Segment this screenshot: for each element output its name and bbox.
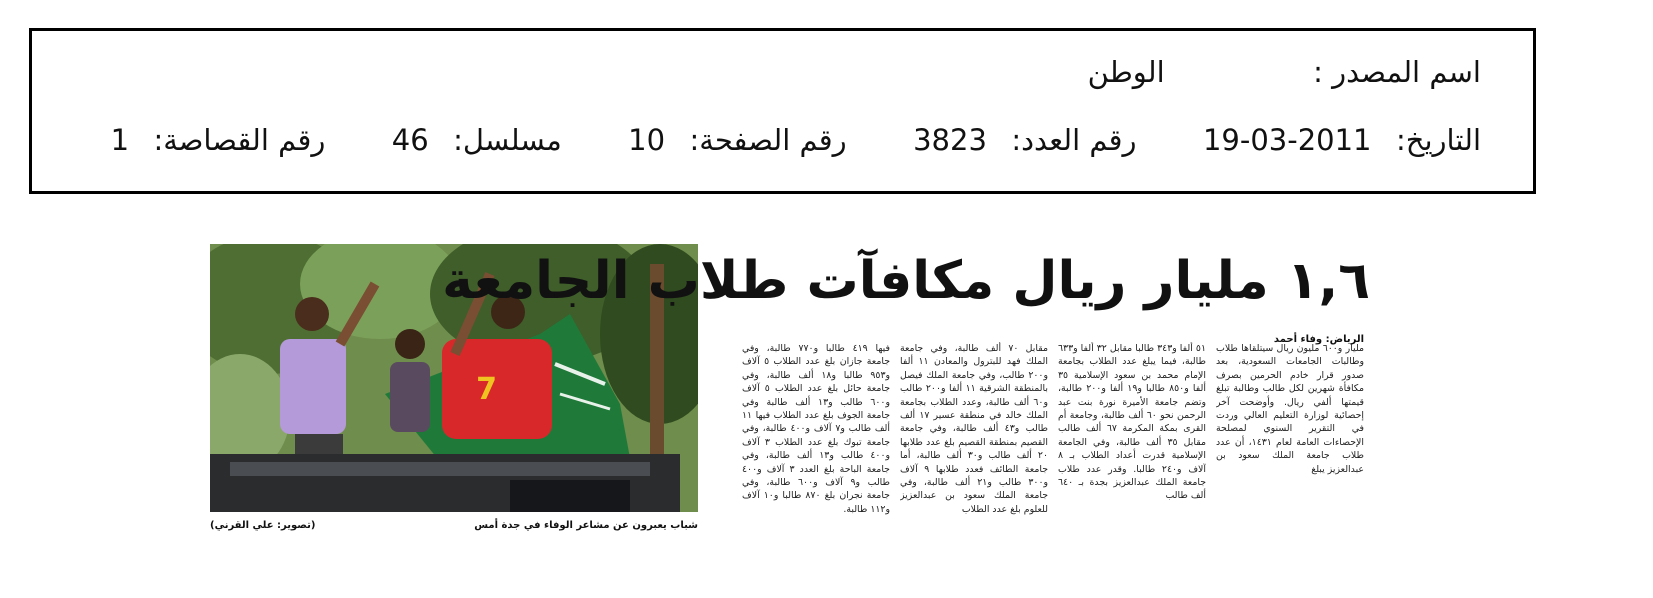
article-column: مليار و٦٠٠ مليون ريال سيتلقاها طلاب وطالبات الجامعات السعودية، بعد صدور قرار خادم الحرمين بصرف مكافأة شهرين لكل طالب وطالبة تبلغ قيمتها ألفي ريال. وأوضحت آخر إحصائية لوزارة التعليم العالي وردت في التقرير السنوي لمصلحة الإحصاءات العامة لعام ١٤٣١، أن عدد طلاب جامعة الملك سعود بن عبدالعزيز يبلغ	[1216, 343, 1364, 475]
date-value: 19-03-2011	[1202, 123, 1372, 157]
article-column: فيها ٤١٩ طالبا و٧٧٠ طالبة، وفي جامعة جازان بلغ عدد الطلاب ٥ آلاف و٩٥٣ طالبا و١٨ ألف طالبة، وفي جامعة حائل بلغ عدد الطلاب ٥ آلاف و٦٠٠ طالب و١٣ ألف طالبة وفي جامعة الجوف بلغ عدد الطلاب فيها ١١ ألف طالب و٧ آلاف و٤٠٠ طالبة، وفي جامعة تبوك بلغ عدد الطلاب ٣ آلاف و٤٠٠ طالب و١٣ ألف طالبة، وفي جامعة الباحة بلغ العدد ٣ آلاف و٤٠٠ طالب و٩ آلاف و٦٠٠ طالبة، وفي جامعة نجران بلغ ٨٧٠ طالبا و١٠ آلاف و١١٢ طالبة.	[742, 343, 890, 515]
source-name-row	[1088, 55, 1481, 89]
clip-number-label: رقم القصاصة:	[153, 123, 326, 157]
newspaper-clipping	[210, 244, 1370, 544]
svg-text:7: 7	[476, 372, 497, 407]
photo-credit: (تصوير: علي القرني)	[210, 520, 316, 531]
article-column: ٥١ ألفا و٣٤٣ طالبا مقابل ٣٢ ألفا و٦٣٣ طالبة، فيما يبلغ عدد الطلاب بجامعة الإمام محمد بن سعود الإسلامية ٣٥ ألفا و٨٥٠ طالبا و١٩ ألفا و٢٠٠ طالبة، وتضم جامعة الأميرة نورة بنت عبد الرحمن نحو ٦٠ ألف طالبة، وجامعة أم القرى بمكة المكرمة ٦٧ ألف طالب مقابل ٣٥ ألف طالبة، وفي الجامعة الإسلامية قدرت أعداد الطلاب بـ ٨ آلاف و٢٤٠ طالبا. وقدر عدد طلاب جامعة الملك عبدالعزيز بجدة بـ ٦٤٠ ألف طالب	[1058, 343, 1206, 502]
page-number-value: 10	[628, 123, 666, 157]
article-byline: الرياض: وفاء أحمد	[1273, 334, 1364, 345]
date-label: التاريخ:	[1395, 123, 1481, 157]
photo-caption: شباب يعبرون عن مشاعر الوفاء في جدة أمس	[474, 520, 698, 531]
serial-value: 46	[391, 123, 429, 157]
source-name-value: الوطن	[1087, 55, 1165, 89]
source-metadata-box	[29, 28, 1536, 194]
issue-number-label: رقم العدد:	[1011, 123, 1137, 157]
article-headline: ١,٦ مليار ريال مكافآت طلاب الجامعة	[442, 251, 1370, 311]
serial-label: مسلسل:	[453, 123, 562, 157]
issue-details-row	[111, 123, 1481, 157]
issue-number-value: 3823	[913, 123, 987, 157]
clip-number-value: 1	[110, 123, 130, 157]
article-column: مقابل ٧٠ ألف طالبة، وفي جامعة الملك فهد للبترول والمعادن ١١ ألفا و٢٠٠ طالب، وفي جامعة الملك فيصل بالمنطقة الشرقية ١١ ألفا و٢٠٠ طالب و٦٠ ألف طالبة، وعدد الطلاب بجامعة الملك خالد في منطقة عسير ١٧ ألف طالب و٤٣ ألف طالبة، وفي جامعة القصيم بمنطقة القصيم بلغ عدد طلابها ٢٠ ألف طالب و٣٠ ألف طالبة، أما جامعة الطائف فعدد طلابها ٩ آلاف و٣٠٠ طالب و٢١ ألف طالبة، وفي جامعة الملك سعود بن عبدالعزيز للعلوم بلغ عدد الطلاب	[900, 343, 1048, 515]
source-name-label: اسم المصدر :	[1313, 55, 1481, 89]
page-number-label: رقم الصفحة:	[689, 123, 847, 157]
